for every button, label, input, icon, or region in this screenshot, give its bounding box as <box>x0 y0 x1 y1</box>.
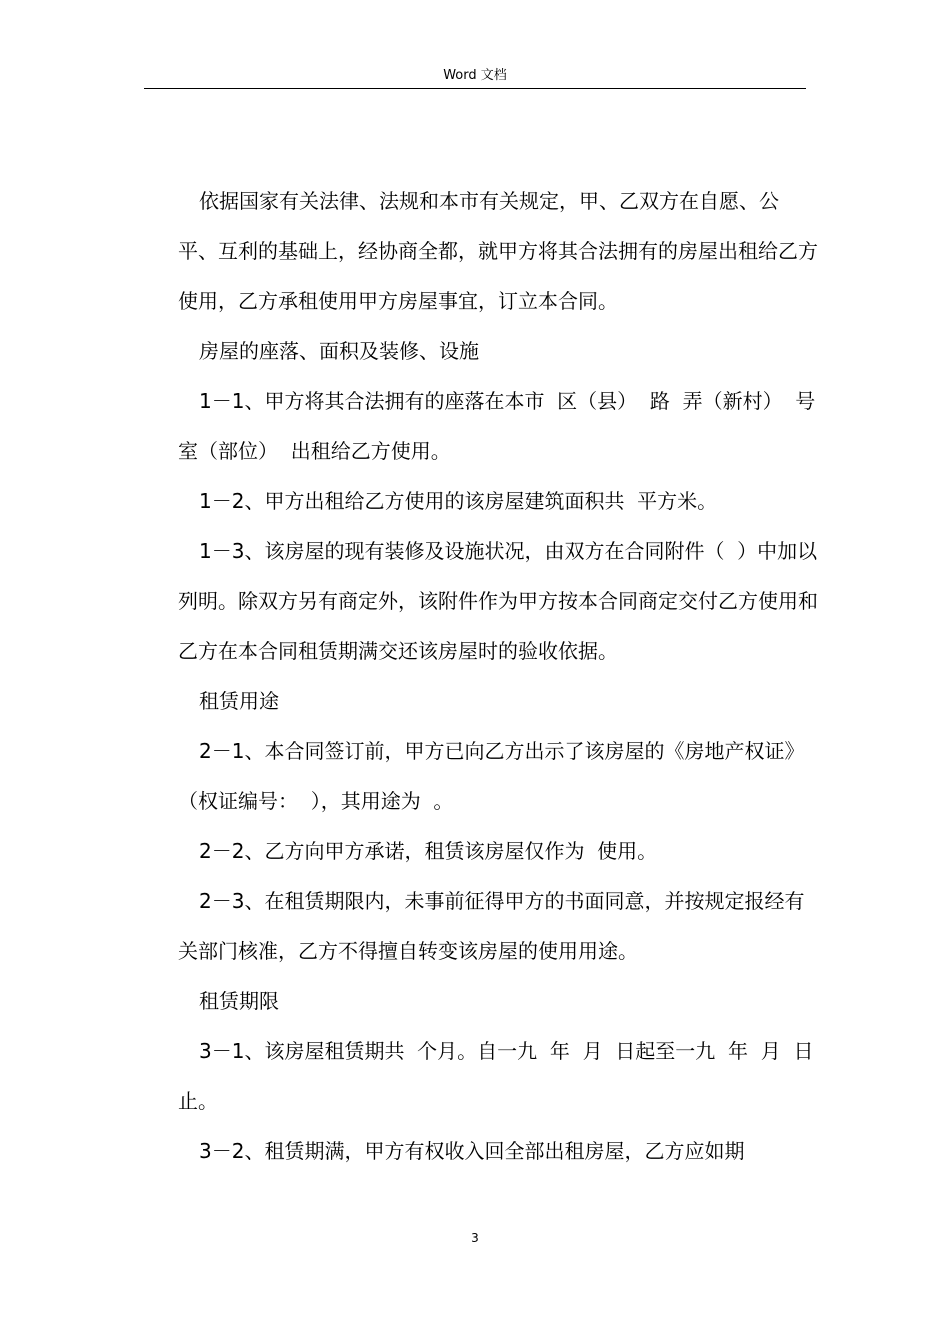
clause-1-1: 1－1、甲方将其合法拥有的座落在本市 区（县） 路 弄（新村） 号 室（部位） 出租给乙方使用。 <box>178 389 829 463</box>
clause-3-1: 3－1、该房屋租赁期共 个月。自一九 年 月 日起至一九 年 月 日止。 <box>178 1039 814 1113</box>
clause-1-2: 1－2、甲方出租给乙方使用的该房屋建筑面积共 平方米。 <box>199 489 718 513</box>
document-body <box>178 176 829 1176</box>
section-heading-premises: 房屋的座落、面积及装修、设施 <box>199 339 479 363</box>
paragraph-intro: 依据国家有关法律、法规和本市有关规定，甲、乙双方在自愿、公平、互利的基础上，经协商全都，就甲方将其合法拥有的房屋出租给乙方使用，乙方承租使用甲方房屋事宜，订立本合同。 <box>178 189 818 313</box>
section-heading-term: 租赁期限 <box>199 989 279 1013</box>
page-header-title: Word 文档 <box>443 68 507 83</box>
clause-2-3: 2－3、在租赁期限内，未事前征得甲方的书面同意，并按规定报经有关部门核准，乙方不得擅自转变该房屋的使用用途。 <box>178 889 805 963</box>
section-heading-purpose: 租赁用途 <box>199 689 279 713</box>
header-divider <box>144 88 806 89</box>
clause-1-3: 1－3、该房屋的现有装修及设施状况，由双方在合同附件（ ）中加以列明。除双方另有商定外，该附件作为甲方按本合同商定交付乙方使用和乙方在本合同租赁期满交还该房屋时的验收依据。 <box>178 539 818 663</box>
clause-2-1: 2－1、本合同签订前，甲方已向乙方出示了该房屋的《房地产权证》（权证编号： ），其用途为 。 <box>178 739 805 813</box>
page-number: 3 <box>471 1231 479 1245</box>
clause-3-2: 3－2、租赁期满，甲方有权收入回全部出租房屋，乙方应如期 <box>199 1139 745 1163</box>
clause-2-2: 2－2、乙方向甲方承诺，租赁该房屋仅作为 使用。 <box>199 839 658 863</box>
